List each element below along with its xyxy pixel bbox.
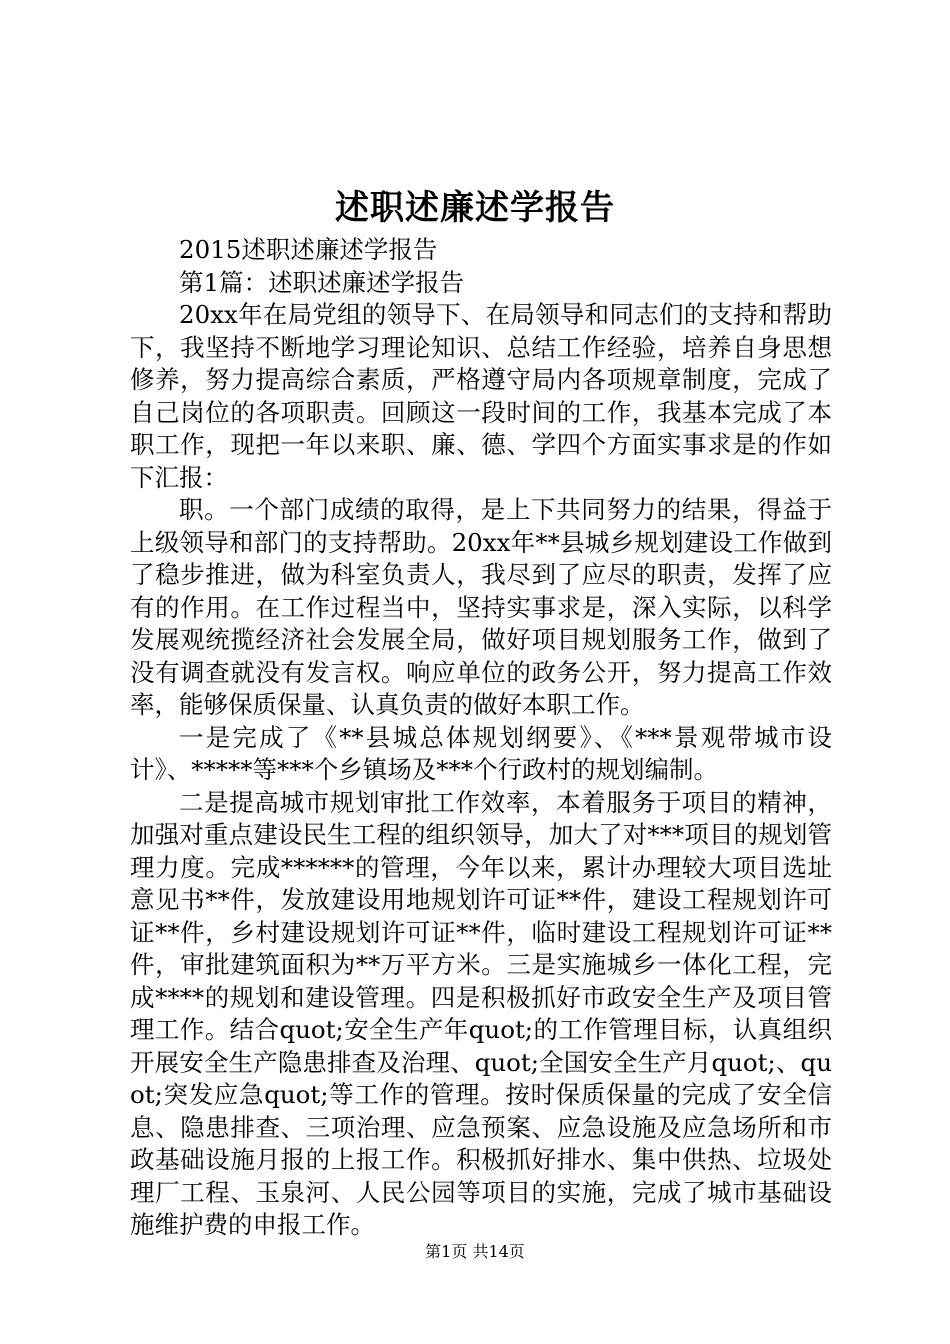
duty-paragraph: 职。一个部门成绩的取得，是上下共同努力的结果，得益于上级领导和部门的支持帮助。20xx年**县城乡规划建设工作做到了稳步推进，做为科室负责人，我尽到了应尽的职责，发挥了应有的作用。在工作过程当中，坚持实事求是，深入实际，以科学发展观统揽经济社会发展全局，做好项目规划服务工作，做到了没有调查就没有发言权。响应单位的政务公开，努力提高工作效率，能够保质保量、认真负责的做好本职工作。 [130, 495, 832, 719]
page-footer: 第1页 共14页 [425, 1242, 525, 1261]
item-one-paragraph: 一是完成了《**县城总体规划纲要》、《***景观带城市设计》、*****等***个乡镇场及***个行政村的规划编制。 [130, 722, 832, 784]
intro-paragraph: 20xx年在局党组的领导下、在局领导和同志们的支持和帮助下，我坚持不断地学习理论知识、总结工作经验，培养自身思想修养，努力提高综合素质，严格遵守局内各项规章制度，完成了自己岗位的各项职责。回顾这一段时间的工作，我基本完成了本职工作，现把一年以来职、廉、德、学四个方面实事求是的作如下汇报： [130, 300, 832, 492]
item-two-paragraph: 二是提高城市规划审批工作效率，本着服务于项目的精神，加强对重点建设民生工程的组织领导，加大了对***项目的规划管理力度。完成******的管理，今年以来，累计办理较大项目选址意见书**件，发放建设用地规划许可证**件，建设工程规划许可证**件，乡村建设规划许可证**件，临时建设工程规划许可证**件，审批建筑面积为**万平方米。三是实施城乡一体化工程，完成****的规划和建设管理。四是积极抓好市政安全生产及项目管理工作。结合quot;安全生产年quot;的工作管理目标，认真组织开展安全生产隐患排查及治理、quot;全国安全生产月quot;、quot;突发应急quot;等工作的管理。按时保质保量的完成了安全信息、隐患排查、三项治理、应急预案、应急设施及应急场所和市政基础设施月报的上报工作。积极抓好排水、集中供热、垃圾处理厂工程、玉泉河、人民公园等项目的实施，完成了城市基础设施维护费的申报工作。 [130, 787, 832, 1239]
subtitle-year: 2015述职述廉述学报告 [179, 235, 438, 264]
document-title: 述职述廉述学报告 [335, 188, 615, 228]
document-body [130, 234, 832, 1242]
chapter-heading: 第1篇：述职述廉述学报告 [179, 267, 465, 297]
